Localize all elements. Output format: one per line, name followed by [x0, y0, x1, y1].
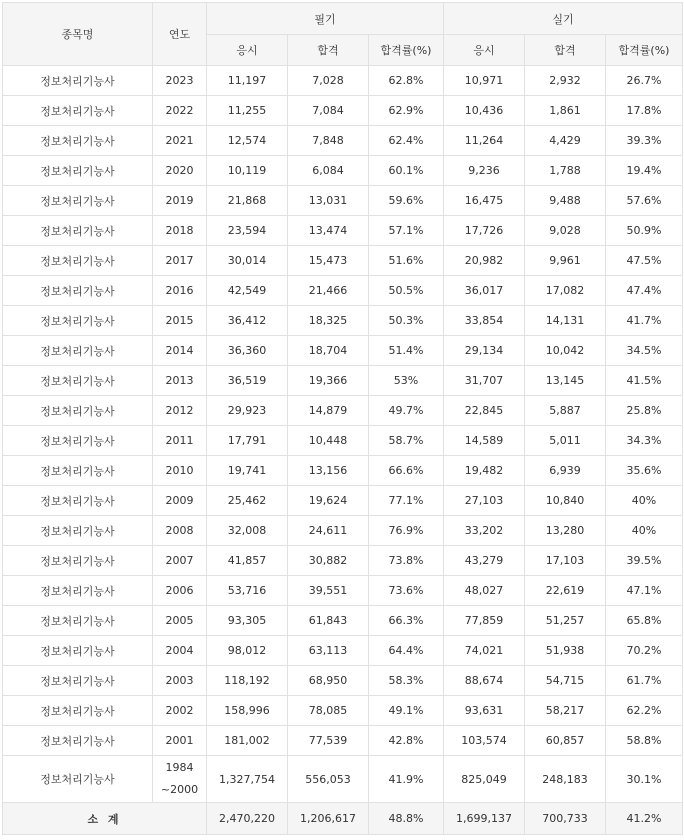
cell-written-passed: 78,085 [288, 696, 369, 726]
cell-practical-applicants: 825,049 [444, 756, 525, 803]
cell-written-applicants: 12,574 [207, 126, 288, 156]
cell-practical-applicants: 36,017 [444, 276, 525, 306]
cell-practical-applicants: 48,027 [444, 576, 525, 606]
cell-written-rate: 60.1% [369, 156, 444, 186]
header-practical-rate: 합격률(%) [606, 35, 683, 66]
cell-practical-applicants: 33,854 [444, 306, 525, 336]
cell-written-applicants: 36,519 [207, 366, 288, 396]
cell-practical-rate: 41.7% [606, 306, 683, 336]
cell-practical-passed: 10,840 [525, 486, 606, 516]
cell-practical-passed: 14,131 [525, 306, 606, 336]
cell-subject: 정보처리기능사 [3, 726, 153, 756]
cell-written-applicants: 36,412 [207, 306, 288, 336]
table-row [3, 306, 683, 336]
cell-practical-applicants: 43,279 [444, 546, 525, 576]
table-row [3, 96, 683, 126]
table-row [3, 606, 683, 636]
header-practical-passed: 합격 [525, 35, 606, 66]
cell-practical-passed: 60,857 [525, 726, 606, 756]
cell-practical-applicants: 19,482 [444, 456, 525, 486]
cell-subject: 정보처리기능사 [3, 516, 153, 546]
table-row [3, 336, 683, 366]
cell-practical-rate: 47.4% [606, 276, 683, 306]
cell-written-passed: 14,879 [288, 396, 369, 426]
cell-written-passed: 19,366 [288, 366, 369, 396]
cell-practical-rate: 19.4% [606, 156, 683, 186]
cell-written-rate: 59.6% [369, 186, 444, 216]
cell-practical-rate: 34.5% [606, 336, 683, 366]
cell-written-rate: 53% [369, 366, 444, 396]
cell-practical-rate: 35.6% [606, 456, 683, 486]
cell-practical-rate: 70.2% [606, 636, 683, 666]
cell-written-rate: 66.3% [369, 606, 444, 636]
total-practical-rate: 41.2% [606, 803, 683, 835]
cell-practical-applicants: 17,726 [444, 216, 525, 246]
header-practical-applicants: 응시 [444, 35, 525, 66]
table-header [3, 3, 683, 66]
cell-written-passed: 18,325 [288, 306, 369, 336]
cell-practical-rate: 30.1% [606, 756, 683, 803]
cell-practical-applicants: 29,134 [444, 336, 525, 366]
cell-year: 2006 [153, 576, 207, 606]
cell-practical-applicants: 74,021 [444, 636, 525, 666]
cell-practical-applicants: 31,707 [444, 366, 525, 396]
cell-year: 2020 [153, 156, 207, 186]
cell-written-applicants: 29,923 [207, 396, 288, 426]
cell-written-applicants: 10,119 [207, 156, 288, 186]
header-written: 필기 [207, 3, 444, 35]
cell-year: 2018 [153, 216, 207, 246]
cell-written-rate: 49.7% [369, 396, 444, 426]
cell-written-applicants: 42,549 [207, 276, 288, 306]
cell-practical-applicants: 10,436 [444, 96, 525, 126]
table-row [3, 546, 683, 576]
cell-practical-passed: 51,257 [525, 606, 606, 636]
cell-written-rate: 58.7% [369, 426, 444, 456]
cell-practical-passed: 5,887 [525, 396, 606, 426]
cell-written-passed: 77,539 [288, 726, 369, 756]
cell-subject: 정보처리기능사 [3, 426, 153, 456]
cell-written-applicants: 23,594 [207, 216, 288, 246]
cell-written-passed: 556,053 [288, 756, 369, 803]
cell-practical-rate: 47.1% [606, 576, 683, 606]
cell-written-applicants: 17,791 [207, 426, 288, 456]
cell-written-applicants: 98,012 [207, 636, 288, 666]
cell-written-applicants: 11,255 [207, 96, 288, 126]
cell-written-applicants: 181,002 [207, 726, 288, 756]
cell-practical-applicants: 103,574 [444, 726, 525, 756]
cell-written-passed: 6,084 [288, 156, 369, 186]
cell-written-rate: 64.4% [369, 636, 444, 666]
cell-practical-rate: 25.8% [606, 396, 683, 426]
cell-year: 2015 [153, 306, 207, 336]
cell-year: 2017 [153, 246, 207, 276]
cell-subject: 정보처리기능사 [3, 456, 153, 486]
cell-practical-applicants: 93,631 [444, 696, 525, 726]
cell-practical-applicants: 22,845 [444, 396, 525, 426]
exam-statistics-table [2, 2, 683, 835]
cell-written-applicants: 21,868 [207, 186, 288, 216]
table-row [3, 516, 683, 546]
cell-practical-applicants: 33,202 [444, 516, 525, 546]
cell-practical-rate: 39.5% [606, 546, 683, 576]
cell-written-rate: 62.4% [369, 126, 444, 156]
header-practical: 실기 [444, 3, 683, 35]
table-row [3, 426, 683, 456]
cell-written-passed: 68,950 [288, 666, 369, 696]
cell-practical-passed: 10,042 [525, 336, 606, 366]
cell-practical-passed: 9,961 [525, 246, 606, 276]
cell-written-rate: 50.5% [369, 276, 444, 306]
header-subject: 종목명 [3, 3, 153, 66]
cell-year: 2003 [153, 666, 207, 696]
cell-practical-passed: 13,280 [525, 516, 606, 546]
cell-practical-rate: 62.2% [606, 696, 683, 726]
cell-written-passed: 15,473 [288, 246, 369, 276]
table-footer [3, 803, 683, 835]
cell-written-rate: 73.8% [369, 546, 444, 576]
cell-written-rate: 50.3% [369, 306, 444, 336]
cell-practical-applicants: 27,103 [444, 486, 525, 516]
cell-written-passed: 61,843 [288, 606, 369, 636]
cell-subject: 정보처리기능사 [3, 156, 153, 186]
cell-practical-rate: 39.3% [606, 126, 683, 156]
cell-subject: 정보처리기능사 [3, 306, 153, 336]
cell-practical-passed: 9,488 [525, 186, 606, 216]
cell-written-passed: 7,848 [288, 126, 369, 156]
total-written-passed: 1,206,617 [288, 803, 369, 835]
cell-subject: 정보처리기능사 [3, 96, 153, 126]
cell-practical-rate: 17.8% [606, 96, 683, 126]
total-practical-applicants: 1,699,137 [444, 803, 525, 835]
cell-subject: 정보처리기능사 [3, 336, 153, 366]
table-row [3, 756, 683, 803]
cell-practical-passed: 4,429 [525, 126, 606, 156]
cell-written-rate: 58.3% [369, 666, 444, 696]
cell-practical-applicants: 88,674 [444, 666, 525, 696]
total-written-rate: 48.8% [369, 803, 444, 835]
total-written-applicants: 2,470,220 [207, 803, 288, 835]
cell-subject: 정보처리기능사 [3, 216, 153, 246]
cell-year: 1984 ~2000 [153, 756, 207, 803]
cell-practical-rate: 40% [606, 486, 683, 516]
cell-written-passed: 30,882 [288, 546, 369, 576]
cell-practical-rate: 61.7% [606, 666, 683, 696]
cell-written-applicants: 41,857 [207, 546, 288, 576]
header-written-passed: 합격 [288, 35, 369, 66]
cell-practical-applicants: 10,971 [444, 66, 525, 96]
cell-subject: 정보처리기능사 [3, 696, 153, 726]
cell-written-applicants: 30,014 [207, 246, 288, 276]
cell-written-applicants: 19,741 [207, 456, 288, 486]
cell-practical-passed: 58,217 [525, 696, 606, 726]
cell-written-applicants: 93,305 [207, 606, 288, 636]
table-row [3, 486, 683, 516]
table-row [3, 666, 683, 696]
cell-practical-passed: 54,715 [525, 666, 606, 696]
cell-practical-passed: 17,103 [525, 546, 606, 576]
cell-year: 2011 [153, 426, 207, 456]
table-body [3, 66, 683, 803]
table-row [3, 276, 683, 306]
cell-written-applicants: 32,008 [207, 516, 288, 546]
cell-written-passed: 19,624 [288, 486, 369, 516]
cell-practical-passed: 6,939 [525, 456, 606, 486]
cell-practical-applicants: 77,859 [444, 606, 525, 636]
cell-year: 2002 [153, 696, 207, 726]
cell-subject: 정보처리기능사 [3, 606, 153, 636]
cell-practical-passed: 17,082 [525, 276, 606, 306]
cell-subject: 정보처리기능사 [3, 246, 153, 276]
cell-year: 2021 [153, 126, 207, 156]
cell-practical-rate: 58.8% [606, 726, 683, 756]
cell-year: 2013 [153, 366, 207, 396]
cell-written-rate: 49.1% [369, 696, 444, 726]
cell-practical-rate: 41.5% [606, 366, 683, 396]
cell-practical-passed: 1,788 [525, 156, 606, 186]
cell-written-applicants: 53,716 [207, 576, 288, 606]
cell-practical-applicants: 9,236 [444, 156, 525, 186]
total-practical-passed: 700,733 [525, 803, 606, 835]
cell-year: 2016 [153, 276, 207, 306]
cell-written-passed: 7,084 [288, 96, 369, 126]
cell-written-applicants: 11,197 [207, 66, 288, 96]
cell-practical-rate: 26.7% [606, 66, 683, 96]
cell-subject: 정보처리기능사 [3, 546, 153, 576]
cell-year: 2010 [153, 456, 207, 486]
table-row [3, 726, 683, 756]
cell-written-rate: 57.1% [369, 216, 444, 246]
table-row [3, 186, 683, 216]
cell-subject: 정보처리기능사 [3, 66, 153, 96]
header-written-applicants: 응시 [207, 35, 288, 66]
cell-written-rate: 51.6% [369, 246, 444, 276]
cell-practical-applicants: 16,475 [444, 186, 525, 216]
cell-written-rate: 62.8% [369, 66, 444, 96]
total-label: 소 계 [3, 803, 207, 835]
cell-practical-rate: 57.6% [606, 186, 683, 216]
cell-practical-passed: 248,183 [525, 756, 606, 803]
cell-subject: 정보처리기능사 [3, 666, 153, 696]
cell-practical-rate: 65.8% [606, 606, 683, 636]
table-row [3, 126, 683, 156]
cell-written-rate: 66.6% [369, 456, 444, 486]
cell-year: 2007 [153, 546, 207, 576]
cell-written-passed: 10,448 [288, 426, 369, 456]
cell-written-applicants: 36,360 [207, 336, 288, 366]
cell-subject: 정보처리기능사 [3, 486, 153, 516]
cell-written-passed: 13,474 [288, 216, 369, 246]
cell-year: 2012 [153, 396, 207, 426]
cell-subject: 정보처리기능사 [3, 576, 153, 606]
table-row [3, 66, 683, 96]
cell-practical-passed: 51,938 [525, 636, 606, 666]
cell-written-applicants: 1,327,754 [207, 756, 288, 803]
cell-subject: 정보처리기능사 [3, 366, 153, 396]
cell-practical-rate: 34.3% [606, 426, 683, 456]
cell-practical-passed: 2,932 [525, 66, 606, 96]
cell-practical-passed: 13,145 [525, 366, 606, 396]
cell-practical-applicants: 14,589 [444, 426, 525, 456]
cell-subject: 정보처리기능사 [3, 126, 153, 156]
table-row [3, 396, 683, 426]
cell-written-rate: 73.6% [369, 576, 444, 606]
table-row [3, 576, 683, 606]
cell-written-rate: 41.9% [369, 756, 444, 803]
cell-year: 2008 [153, 516, 207, 546]
cell-written-passed: 13,156 [288, 456, 369, 486]
cell-written-applicants: 118,192 [207, 666, 288, 696]
cell-practical-applicants: 20,982 [444, 246, 525, 276]
cell-written-passed: 18,704 [288, 336, 369, 366]
table-row [3, 156, 683, 186]
cell-written-rate: 51.4% [369, 336, 444, 366]
cell-written-passed: 24,611 [288, 516, 369, 546]
table-row [3, 366, 683, 396]
cell-year: 2014 [153, 336, 207, 366]
cell-year: 2001 [153, 726, 207, 756]
cell-written-rate: 76.9% [369, 516, 444, 546]
cell-year: 2009 [153, 486, 207, 516]
cell-practical-rate: 47.5% [606, 246, 683, 276]
cell-written-rate: 62.9% [369, 96, 444, 126]
cell-practical-passed: 9,028 [525, 216, 606, 246]
cell-written-passed: 63,113 [288, 636, 369, 666]
cell-practical-passed: 5,011 [525, 426, 606, 456]
header-written-rate: 합격률(%) [369, 35, 444, 66]
cell-practical-applicants: 11,264 [444, 126, 525, 156]
table-row [3, 246, 683, 276]
cell-written-rate: 42.8% [369, 726, 444, 756]
cell-subject: 정보처리기능사 [3, 276, 153, 306]
cell-subject: 정보처리기능사 [3, 756, 153, 803]
table-row [3, 216, 683, 246]
cell-year: 2019 [153, 186, 207, 216]
cell-practical-rate: 40% [606, 516, 683, 546]
cell-written-applicants: 158,996 [207, 696, 288, 726]
cell-practical-passed: 1,861 [525, 96, 606, 126]
cell-written-passed: 39,551 [288, 576, 369, 606]
table-row [3, 696, 683, 726]
cell-subject: 정보처리기능사 [3, 636, 153, 666]
cell-subject: 정보처리기능사 [3, 186, 153, 216]
cell-written-passed: 21,466 [288, 276, 369, 306]
cell-written-passed: 13,031 [288, 186, 369, 216]
cell-written-applicants: 25,462 [207, 486, 288, 516]
header-year: 연도 [153, 3, 207, 66]
cell-year: 2005 [153, 606, 207, 636]
cell-year: 2004 [153, 636, 207, 666]
table-row [3, 636, 683, 666]
cell-year: 2022 [153, 96, 207, 126]
cell-year: 2023 [153, 66, 207, 96]
cell-subject: 정보처리기능사 [3, 396, 153, 426]
cell-practical-rate: 50.9% [606, 216, 683, 246]
cell-practical-passed: 22,619 [525, 576, 606, 606]
table-row [3, 456, 683, 486]
cell-written-rate: 77.1% [369, 486, 444, 516]
cell-written-passed: 7,028 [288, 66, 369, 96]
